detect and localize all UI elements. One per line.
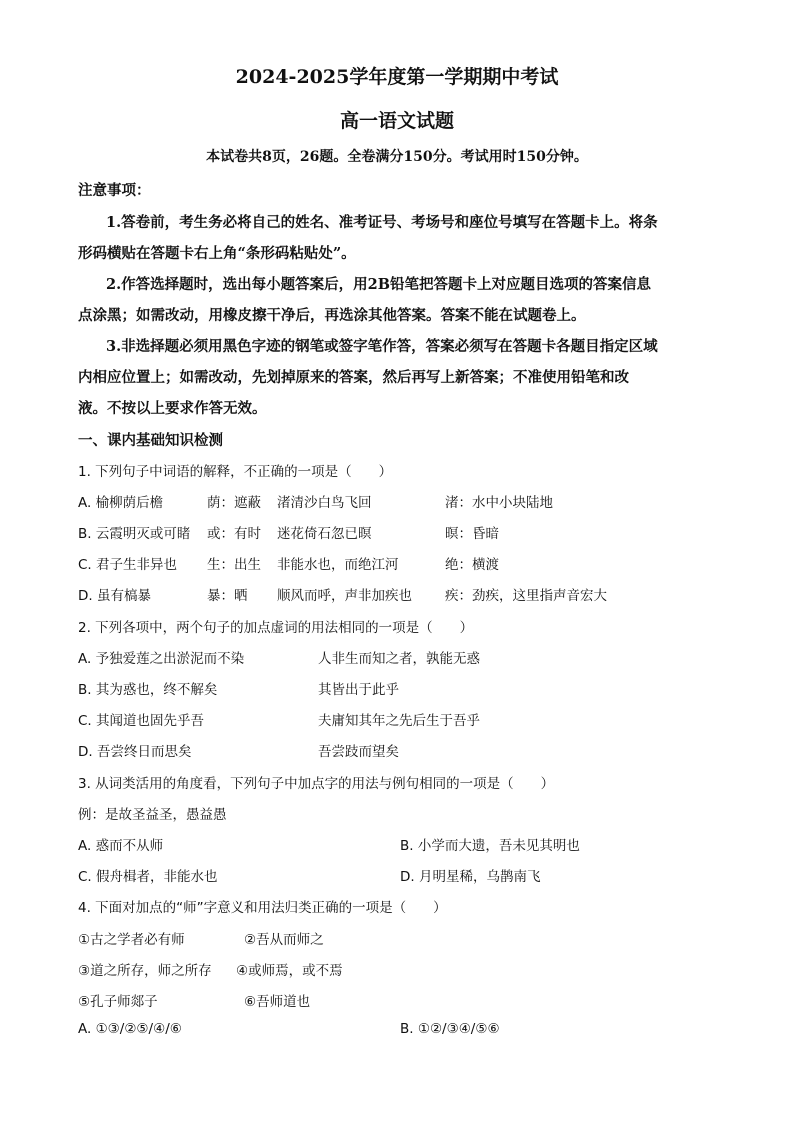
q3-option-b: B. 小学而大遗，吾未见其明也 [400,838,580,854]
notice-heading: 注意事项： [78,182,151,199]
notice-item-2-line-1: 2.作答选择题时，选出每小题答案后，用2B铅笔把答题卡上对应题目选项的答案信息 [106,276,651,293]
q2-option-b-sentence-2: 其皆出于此乎 [318,682,399,698]
exam-title: 2024-2025学年度第一学期期中考试 [235,66,559,88]
q4-item-1: ①古之学者必有师 [78,932,185,948]
q1-option-a-gloss-2: 渚：水中小块陆地 [445,495,553,511]
notice-item-2-line-2: 点涂黑；如需改动，用橡皮擦干净后，再选涂其他答案。答案不能在试题卷上。 [78,307,586,324]
q2-option-a-sentence-2: 人非生而知之者，孰能无惑 [318,651,480,667]
notice-item-3-line-2: 内相应位置上；如需改动，先划掉原来的答案，然后再写上新答案；不准使用铅笔和改 [78,369,629,386]
q1-option-b-gloss: 或：有时 [207,526,261,542]
q1-option-a-gloss: 荫：遮蔽 [207,495,261,511]
q1-option-a-sentence: A. 榆柳荫后檐 [78,495,164,511]
q1-option-c-sentence-2: 非能水也，而绝江河 [277,557,399,573]
q1-option-a-sentence-2: 渚清沙白鸟飞回 [277,495,372,511]
q1-option-c-gloss-2: 绝：横渡 [445,557,499,573]
q1-option-b-sentence: B. 云霞明灭或可睹 [78,526,191,542]
q2-option-d-sentence-1: D. 吾尝终日而思矣 [78,744,192,760]
q1-option-d-sentence: D. 虽有槁暴 [78,588,151,604]
notice-item-1-line-1: 1.答卷前，考生务必将自己的姓名、准考证号、考场号和座位号填写在答题卡上。将条 [106,214,658,231]
question-2-stem: 2. 下列各项中，两个句子的加点虚词的用法相同的一项是（ ） [78,620,474,636]
q4-option-a: A. ①③/②⑤/④/⑥ [78,1021,182,1037]
q1-option-c-sentence: C. 君子生非异也 [78,557,178,573]
q2-option-c-sentence-1: C. 其闻道也固先乎吾 [78,713,205,729]
q2-option-b-sentence-1: B. 其为惑也，终不解矣 [78,682,218,698]
q3-option-d: D. 月明星稀，乌鹊南飞 [400,869,541,885]
q3-example: 例：是故圣益圣，愚益愚 [78,807,227,823]
q3-option-a: A. 惑而不从师 [78,838,164,854]
q4-item-2: ②吾从而师之 [244,932,324,948]
q1-option-d-sentence-2: 顺风而呼，声非加疾也 [277,588,412,604]
q2-option-c-sentence-2: 夫庸知其年之先后生于吾乎 [318,713,480,729]
question-1-stem: 1. 下列句子中词语的解释，不正确的一项是（ ） [78,464,393,480]
q1-option-d-gloss-2: 疾：劲疾，这里指声音宏大 [445,588,607,604]
q1-option-b-sentence-2: 迷花倚石忽已暝 [277,526,372,542]
exam-info: 本试卷共8页，26题。全卷满分150分。考试用时150分钟。 [206,149,588,165]
q4-item-5: ⑤孔子师郯子 [78,994,158,1010]
q1-option-c-gloss: 生：出生 [207,557,261,573]
q3-option-c: C. 假舟楫者，非能水也 [78,869,218,885]
q1-option-d-gloss: 暴：晒 [207,588,248,604]
q1-option-b-gloss-2: 暝：昏暗 [445,526,499,542]
section-heading: 一、课内基础知识检测 [78,432,223,449]
q2-option-d-sentence-2: 吾尝跂而望矣 [318,744,399,760]
q4-item-6: ⑥吾师道也 [244,994,311,1010]
question-4-stem: 4. 下面对加点的“师”字意义和用法归类正确的一项是（ ） [78,900,447,916]
q2-option-a-sentence-1: A. 予独爱莲之出淤泥而不染 [78,651,245,667]
q4-item-3: ③道之所存，师之所存 [78,963,212,979]
question-3-stem: 3. 从词类活用的角度看，下列句子中加点字的用法与例句相同的一项是（ ） [78,776,555,792]
q4-option-b: B. ①②/③④/⑤⑥ [400,1021,500,1037]
notice-item-3-line-3: 液。不按以上要求作答无效。 [78,400,267,417]
notice-item-3-line-1: 3.非选择题必须用黑色字迹的钢笔或签字笔作答，答案必须写在答题卡各题目指定区域 [106,338,658,355]
q4-item-4: ④或师焉，或不焉 [236,963,343,979]
notice-item-1-line-2: 形码横贴在答题卡右上角“条形码粘贴处”。 [78,245,356,262]
exam-subtitle: 高一语文试题 [339,110,454,132]
